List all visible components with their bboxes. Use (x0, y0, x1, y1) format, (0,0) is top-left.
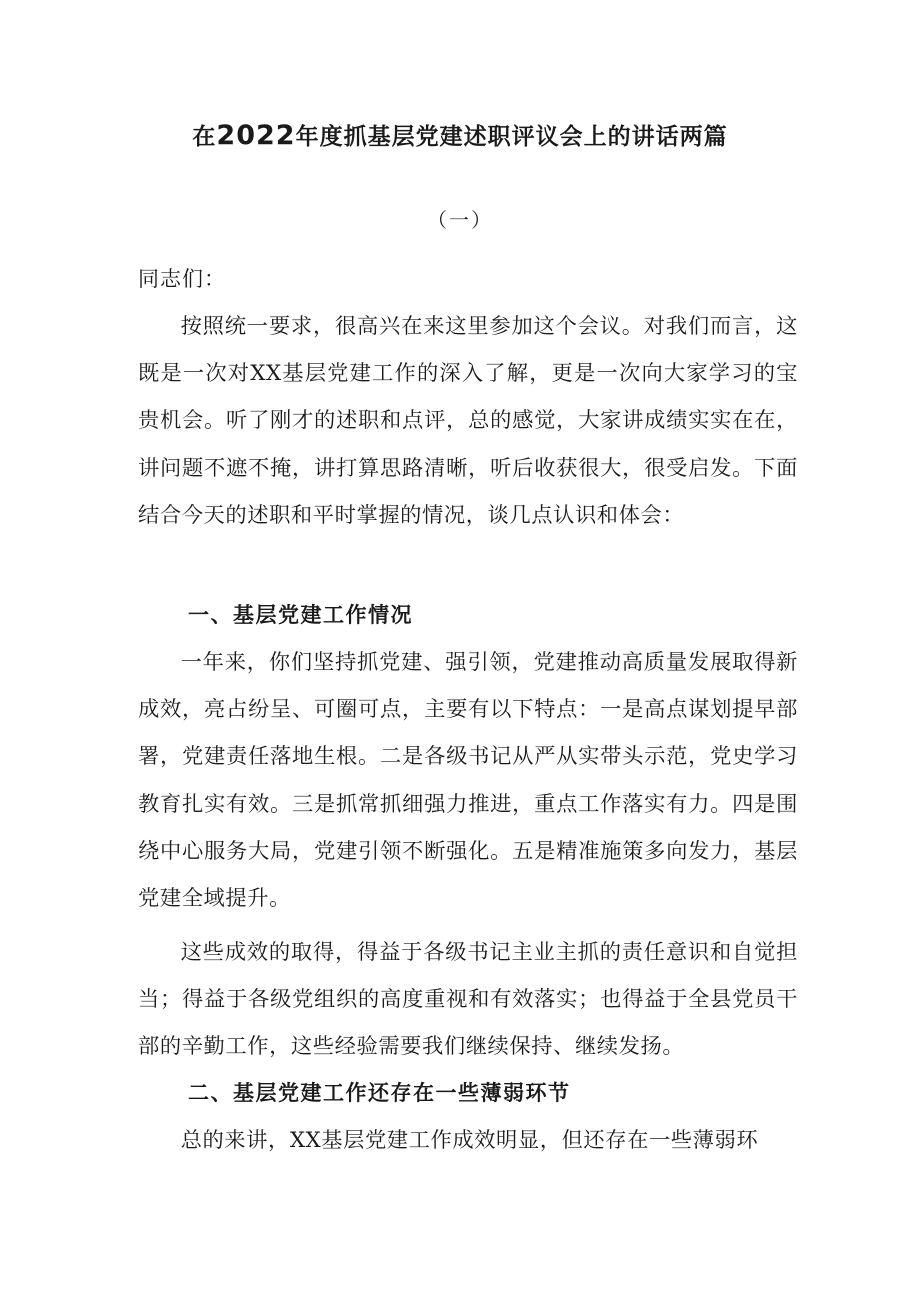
section-1-summary: 这些成效的取得，得益于各级书记主业主抓的责任意识和自觉担当；得益于各级党组织的高度重视和有效落实；也得益于全县党员干部的辛勤工作，这些经验需要我们继续保持、继续发扬。 (138, 940, 798, 1060)
intro-paragraph: 按照统一要求，很高兴在来这里参加这个会议。对我们而言，这既是一次对XX基层党建工作的深入了解，更是一次向大家学习的宝贵机会。听了刚才的述职和点评，总的感觉，大家讲成绩实实在在，讲问题不遮不掩，讲打算思路清晰，听后收获很大，很受启发。下面结合今天的述职和平时掌握的情况，谈几点认识和体会： (138, 314, 798, 528)
section-heading-2: 二、基层党建工作还存在一些薄弱环节 (188, 1081, 571, 1105)
section-heading-1: 一、基层党建工作情况 (188, 603, 413, 627)
title-suffix: 年度抓基层党建述职评议会上的讲话两篇 (295, 124, 728, 150)
title-prefix: 在 (192, 124, 217, 150)
title-year: 2022 (216, 120, 296, 151)
section-2-body: 总的来讲，XX基层党建工作成效明显，但还存在一些薄弱环 (180, 1128, 759, 1153)
section-marker: （一） (427, 208, 493, 232)
section-1-body: 一年来，你们坚持抓党建、强引领，党建推动高质量发展取得新成效，亮占纷呈、可圈可点，主要有以下特点：一是高点谋划提早部署，党建责任落地生根。二是各级书记从严从实带头示范，党史学习教育扎实有效。三是抓常抓细强力推进，重点工作落实有力。四是围绕中心服务大局，党建引领不断强化。五是精准施策多向发力，基层党建全域提升。 (138, 650, 798, 912)
document-title (0, 118, 920, 151)
greeting: 同志们： (138, 267, 226, 291)
